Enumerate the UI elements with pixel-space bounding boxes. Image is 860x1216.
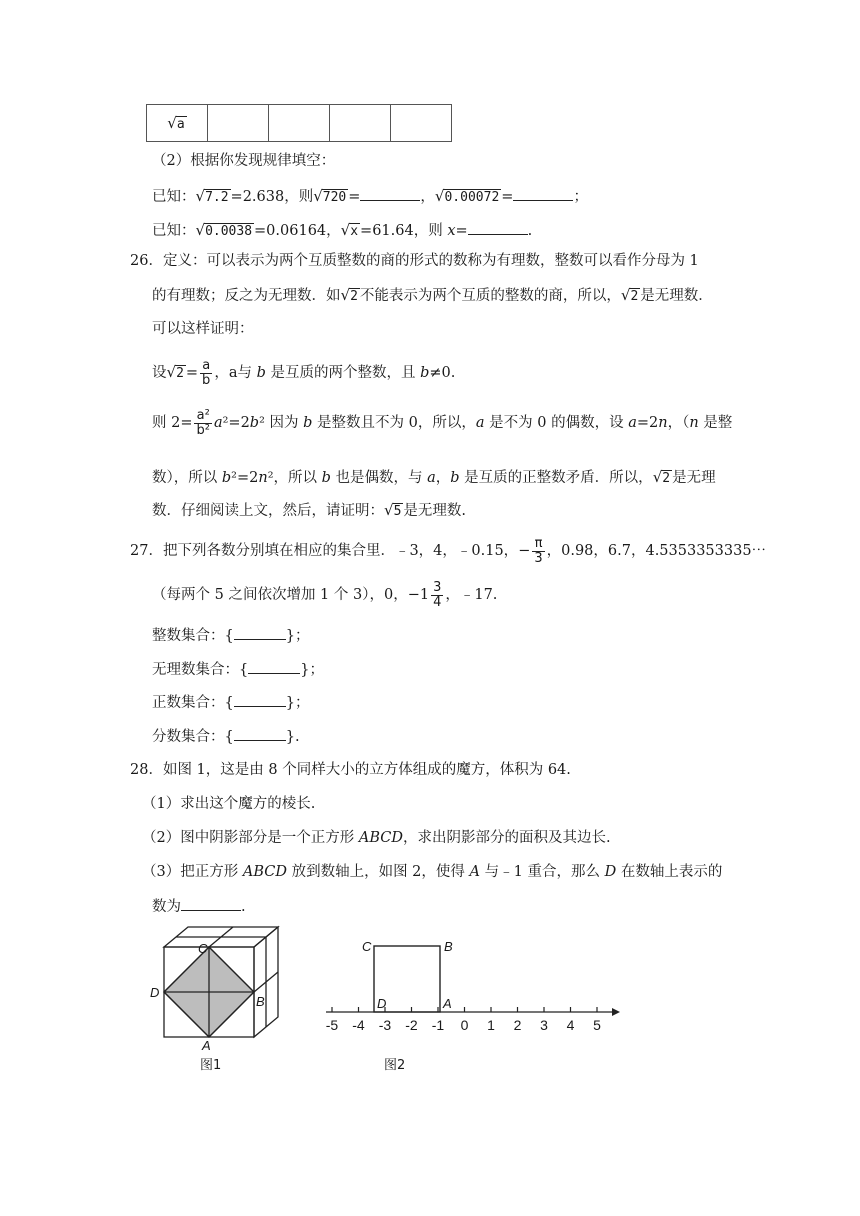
label-a: A xyxy=(202,1038,211,1053)
fraction: $\frac{\text{a²}}{\text{b²}}$ xyxy=(196,407,210,438)
tick-label: 0 xyxy=(460,1017,469,1033)
q25-line2: 已知：√0.0038 =0.06164，√x =61.64，则 x= . xyxy=(152,221,533,239)
label-c: C xyxy=(198,941,208,956)
answer-blank[interactable] xyxy=(234,726,286,741)
table-cell xyxy=(391,105,452,142)
tick-label: -5 xyxy=(325,1017,339,1033)
tick-label: -2 xyxy=(405,1017,418,1033)
q28-line5: 数为 . xyxy=(152,896,246,917)
q28-line1: 28．如图 1，这是由 8 个同样大小的立方体组成的魔方，体积为 64. xyxy=(130,762,571,778)
q26-line5: 则 2= $\frac{\text{a²}}{\text{b²}}$ a²=2b² 因为 b 是整数且不为 0，所以，a 是不为 0 的偶数，设 a=2n，（n 是整 xyxy=(152,407,733,438)
q28-line3: （2）图中阴影部分是一个正方形 ABCD，求出阴影部分的面积及其边长. xyxy=(142,830,611,846)
answer-blank[interactable] xyxy=(234,625,286,640)
fraction: $\frac{\pi}{3}$ xyxy=(534,535,543,566)
answer-blank[interactable] xyxy=(181,896,241,911)
q27-set-irrational: 无理数集合：{ }； xyxy=(152,659,324,680)
label-c: C xyxy=(362,939,372,954)
tick-label: 2 xyxy=(513,1017,522,1033)
tick-label: 5 xyxy=(593,1017,601,1033)
label-a: A xyxy=(443,996,452,1011)
q27-set-integers: 整数集合：{ }； xyxy=(152,625,309,646)
fraction: $\frac{a}{b}$ xyxy=(202,357,211,388)
answer-blank[interactable] xyxy=(513,186,573,201)
q27-set-positive: 正数集合：{ }； xyxy=(152,692,309,713)
q26-line1: 26．定义：可以表示为两个互质整数的商的形式的数称为有理数，整数可以看作分母为 1 xyxy=(130,253,699,269)
tick-label: -3 xyxy=(378,1017,392,1033)
figure-2-label: 图2 xyxy=(384,1058,406,1073)
tick-label: 3 xyxy=(540,1017,548,1033)
tick-label: -1 xyxy=(431,1017,445,1033)
q26-line7: 数．仔细阅读上文，然后，请证明：√5 是无理数. xyxy=(152,501,466,519)
label-d: D xyxy=(377,996,387,1011)
answer-blank[interactable] xyxy=(234,692,286,707)
q26-line2: 的有理数；反之为无理数．如√2 不能表示为两个互质的整数的商，所以，√2 是无理数． xyxy=(152,286,713,304)
figure-2-number-line xyxy=(320,924,620,1074)
q25-part2: （2）根据你发现规律填空： xyxy=(152,153,336,169)
q27-set-fractions: 分数集合：{ }. xyxy=(152,726,300,747)
label-d: D xyxy=(150,985,160,1000)
table-row xyxy=(147,105,452,142)
answer-blank[interactable] xyxy=(468,220,528,235)
table-cell xyxy=(208,105,269,142)
q28-line2: （1）求出这个魔方的棱长. xyxy=(142,796,316,812)
tick-label: -4 xyxy=(352,1017,365,1033)
q27-line1: 27．把下列各数分别填在相应的集合里．﹣3，4，﹣0.15，− $\frac{\pi}{3}$ ，0.98，6.7，4.5353353335⋯ xyxy=(130,535,767,566)
label-b: B xyxy=(444,939,453,954)
tick-label: 1 xyxy=(487,1017,495,1033)
q26-line6: 数），所以 b²=2n²，所以 b 也是偶数，与 a，b 是互质的正整数矛盾．所以，√2 是无理 xyxy=(152,468,716,486)
table-header-cell: √a xyxy=(147,105,208,142)
q26-line3: 可以这样证明： xyxy=(152,321,254,337)
table-cell xyxy=(269,105,330,142)
fraction: $\frac{3}{4}$ xyxy=(433,579,442,610)
figure-1-label: 图1 xyxy=(200,1058,222,1073)
q26-line4: 设√2 = $\frac{a}{b}$ ，a与 b 是互质的两个整数，且 b≠0. xyxy=(152,357,456,388)
figure-1-cube xyxy=(150,924,320,1074)
q25-line1: 已知：√7.2 =2.638，则√720 = ，√0.00072 = ； xyxy=(152,187,588,205)
tick-label: 4 xyxy=(566,1017,575,1033)
answer-blank[interactable] xyxy=(248,659,300,674)
arrow-icon xyxy=(612,1008,620,1016)
sqrt-table xyxy=(146,104,452,142)
q28-line4: （3）把正方形 ABCD 放到数轴上，如图 2，使得 A 与﹣1 重合，那么 D 在数轴上表示的 xyxy=(142,864,723,880)
answer-blank[interactable] xyxy=(360,186,420,201)
label-b: B xyxy=(256,994,265,1009)
q27-line2: （每两个 5 之间依次增加 1 个 3），0，−1 $\frac{3}{4}$ ，﹣17. xyxy=(152,579,498,610)
table-cell xyxy=(330,105,391,142)
